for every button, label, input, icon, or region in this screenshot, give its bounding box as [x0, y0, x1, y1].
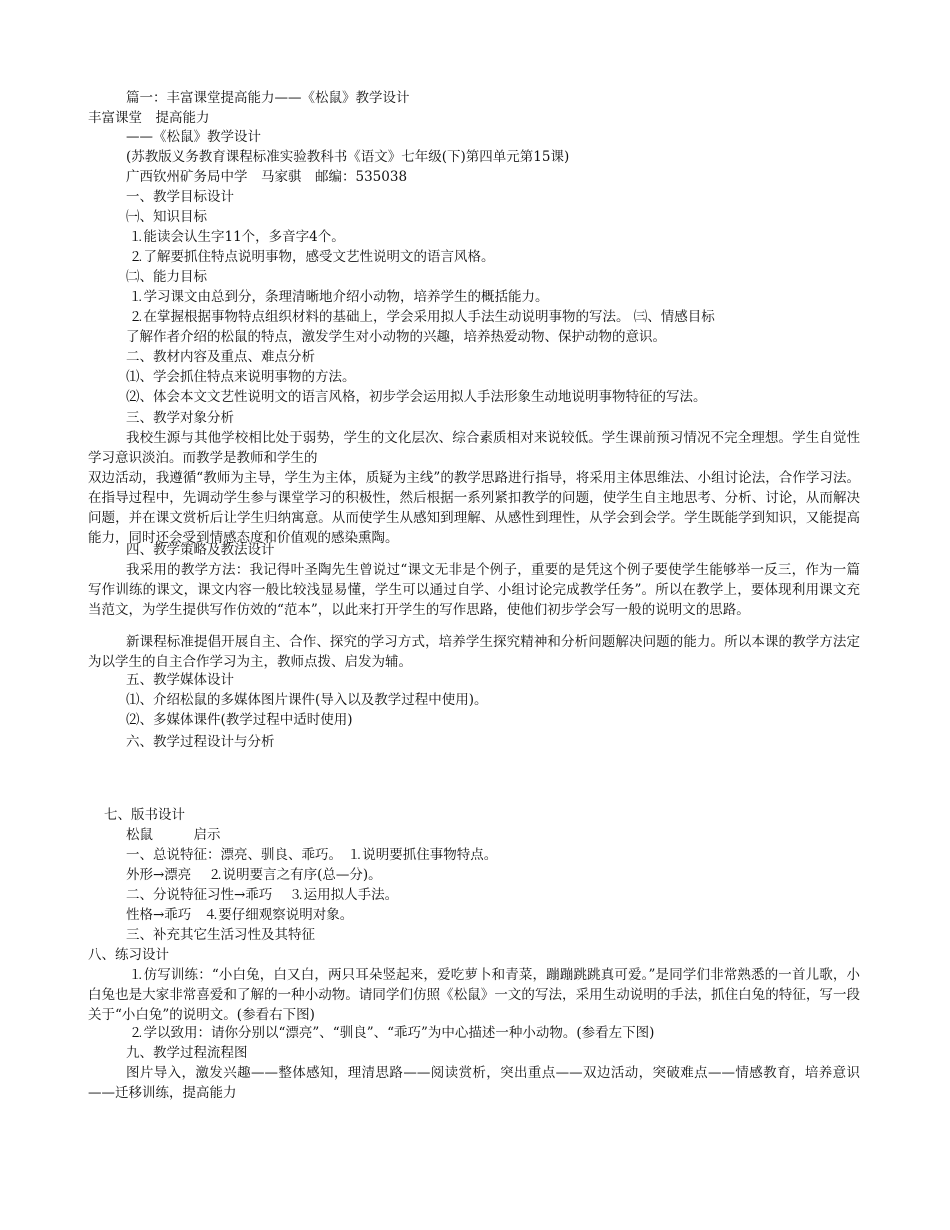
section-8-heading: 八、练习设计 — [88, 947, 169, 963]
section-6-heading: 六、教学过程设计与分析 — [126, 734, 275, 750]
title-line: 篇一：丰富课堂提高能力——《松鼠》教学设计 — [126, 90, 410, 106]
source-line: (苏教版义务教育课程标准实验教科书《语文》七年级(下)第四单元第15课) — [126, 149, 570, 165]
section-4-paragraph-2: 新课程标准提倡开展自主、合作、探究的学习方式，培养学生探究精神和分析问题解决问题的能力。所以本课的教学方法定为以学生的自主合作学习为主，教师点拨、启发为辅。 — [88, 634, 860, 670]
section-1b-item-2: ⒉在掌握根据事物特点组织材料的基础上，学会采用拟人手法生动说明事物的写法。 ㈢、情感目标 — [130, 309, 715, 325]
section-5-heading: 五、教学媒体设计 — [126, 672, 234, 688]
section-5-item-2: ⑵、多媒体课件(教学过程中适时使用) — [126, 712, 353, 728]
section-1b-heading: ㈡、能力目标 — [126, 269, 207, 285]
board-line-3: 外形→漂亮 ⒉说明要言之有序(总—分)。 — [126, 867, 382, 883]
section-2-item-2: ⑵、体会本文文艺性说明文的语言风格，初步学会运用拟人手法形象生动地说明事物特征的写法。 — [126, 389, 707, 405]
subtitle-2: ——《松鼠》教学设计 — [126, 129, 261, 145]
section-1-heading: 一、教学目标设计 — [126, 189, 234, 205]
section-1a-heading: ㈠、知识目标 — [126, 209, 207, 225]
board-line-4: 二、分说特征习性→乖巧 ⒊运用拟人手法。 — [126, 887, 399, 903]
author-line: 广西钦州矿务局中学 马家骐 邮编：535038 — [126, 169, 408, 185]
section-9-paragraph: 图片导入，激发兴趣——整体感知，理清思路——阅读赏析，突出重点——双边活动，突破难点——情感教育，培养意识——迁移训练，提高能力 — [88, 1065, 860, 1101]
board-line-2: 一、总说特征：漂亮、驯良、乖巧。 ⒈说明要抓住事物特点。 — [126, 847, 498, 863]
section-8-paragraph-1: ⒈仿写训练：“小白兔，白又白，两只耳朵竖起来，爱吃萝卜和青菜，蹦蹦跳跳真可爱。”是同学们非常熟悉的一首儿歌，小白兔也是大家非常喜爱和了解的一种小动物。请同学们仿照《松鼠》一文的写法，采用生动说明的手法，抓住白兔的特征，写一段关于“小白兔”的说明文。(参看右下图) — [88, 967, 860, 1023]
section-5-item-1: ⑴、介绍松鼠的多媒体图片课件(导入以及教学过程中使用)。 — [126, 692, 488, 708]
section-4-heading: 四、教学策略及教法设计 — [126, 542, 275, 558]
board-line-1: 松鼠 启示 — [126, 827, 221, 843]
section-2-item-1: ⑴、学会抓住特点来说明事物的方法。 — [126, 369, 356, 385]
section-1a-item-1: ⒈能读会认生字11个，多音字4个。 — [130, 229, 345, 245]
section-3-paragraph-1: 我校生源与其他学校相比处于弱势，学生的文化层次、综合素质相对来说较低。学生课前预习情况不完全理想。学生自觉性学习意识淡泊。而教学是教师和学生的 — [88, 430, 860, 466]
section-7-heading: 七、版书设计 — [104, 807, 185, 823]
section-1b-item-1: ⒈学习课文由总到分，条理清晰地介绍小动物，培养学生的概括能力。 — [130, 289, 549, 305]
subtitle-1: 丰富课堂 提高能力 — [88, 110, 210, 126]
section-2-heading: 二、教材内容及重点、难点分析 — [126, 349, 315, 365]
section-3-heading: 三、教学对象分析 — [126, 410, 234, 426]
board-line-6: 三、补充其它生活习性及其特征 — [126, 927, 315, 943]
section-1a-item-2: ⒉了解要抓住特点说明事物，感受文艺性说明文的语言风格。 — [130, 249, 495, 265]
section-3-paragraph-2: 双边活动，我遵循“教师为主导，学生为主体，质疑为主线”的教学思路进行指导，将采用主体思维法、小组讨论法，合作学习法。在指导过程中，先调动学生参与课堂学习的积极性，然后根据一系列紧扣教学的问题，使学生自主地思考、分析、讨论，从而解决问题，并在课文赏析后让学生归纳寓意。从而使学生从感知到理解、从感性到理性，从学会到会学。学生既能学到知识，又能提高能力，同时还会受到情感态度和价值观的感染熏陶。 — [88, 470, 860, 546]
section-4-paragraph-1: 我采用的教学方法：我记得叶圣陶先生曾说过“课文无非是个例子，重要的是凭这个例子要使学生能够举一反三，作为一篇写作训练的课文，课文内容一般比较浅显易懂，学生可以通过自学、小组讨论完成教学任务”。所以在教学上，要体现利用课文充当范文，为学生提供写作仿效的“范本”，以此来打开学生的写作思路，使他们初步学会写一般的说明文的思路。 — [88, 562, 860, 618]
section-8-item-2: ⒉学以致用：请你分别以“漂亮”、“驯良”、“乖巧”为中心描述一种小动物。(参看左下图) — [130, 1025, 655, 1041]
board-line-5: 性格→乖巧 ⒋要仔细观察说明对象。 — [126, 907, 354, 923]
section-1c-item-1: 了解作者介绍的松鼠的特点，激发学生对小动物的兴趣，培养热爱动物、保护动物的意识。 — [126, 329, 666, 345]
section-9-heading: 九、教学过程流程图 — [126, 1045, 248, 1061]
